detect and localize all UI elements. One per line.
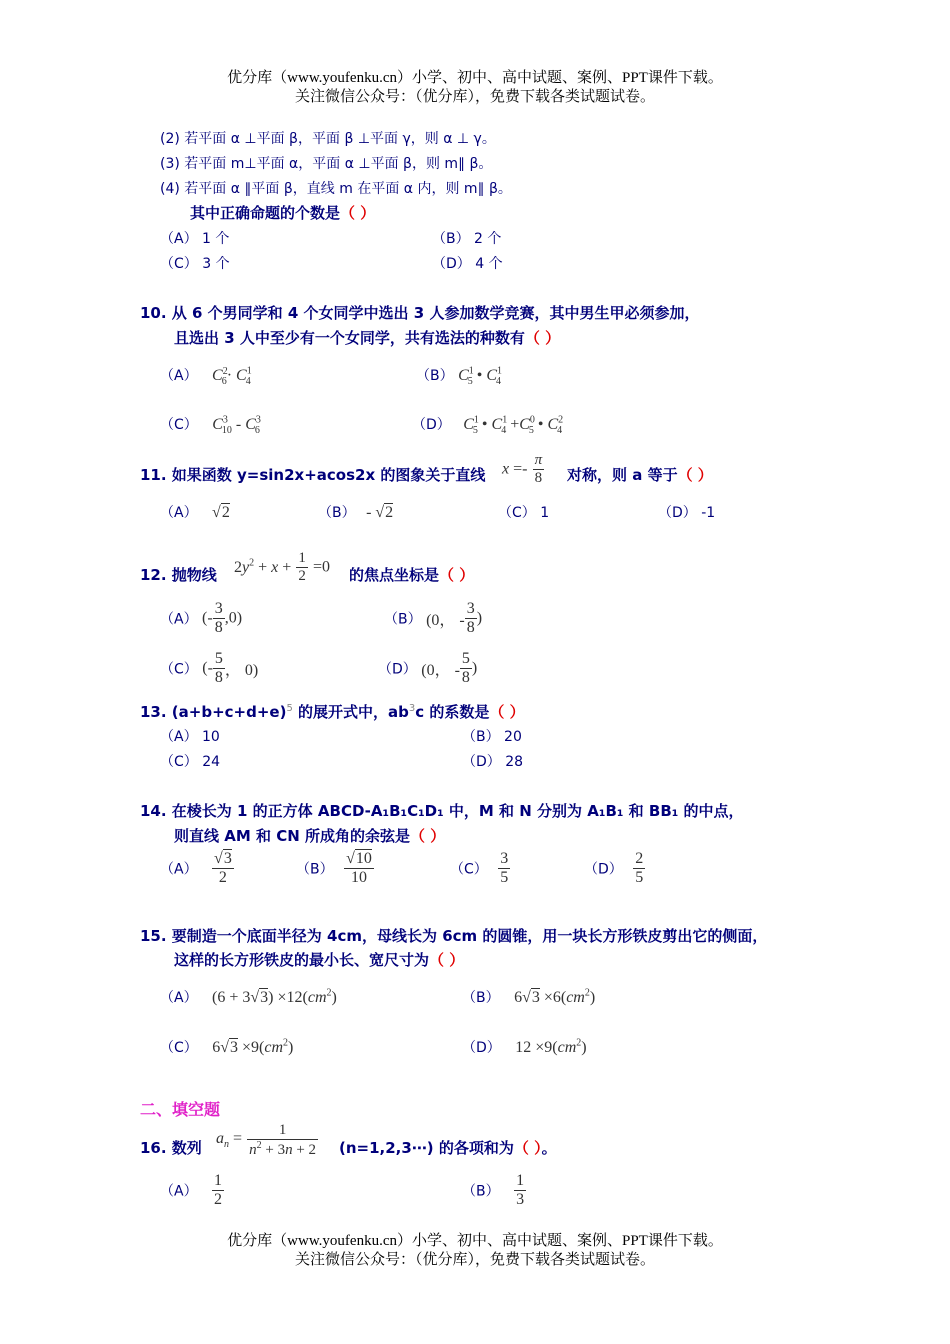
q14-option-c: （C） $\frac{3}{5}$ [450,850,509,886]
q11-option-c: （C） 1 [498,505,550,521]
q14-option-d: （D） $\frac{2}{5}$ [584,850,644,886]
q9-condition-4: (4) 若平面 α ∥平面 β，直线 m 在平面 α 内，则 m∥ β。 [160,181,512,197]
q14-answer-blank[interactable]: （ ） [410,827,446,845]
q13-text: 13. $(a+b+c+d+e)^5$ 的展开式中，$ab^3c$ 的系数是（ ） [140,703,525,721]
q12-parabola-equation: $2y^2 + x$ + $\frac{1}{2}$ =0 [234,550,330,584]
q15-line-1: 15. 要制造一个底面半径为 4cm，母线长为 6cm 的圆锥，用一块长方形铁皮剪出它的侧面， [140,927,768,945]
q9-option-a: （A） 1 个 [160,231,230,247]
footer-line-2: 关注微信公众号：（优分库），免费下载各类试题试卷。 [294,1252,655,1268]
header-line-2: 关注微信公众号：（优分库），免费下载各类试题试卷。 [294,89,655,105]
q10-line-2: 且选出 3 人中至少有一个女同学，共有选法的种数有（ ） [174,329,561,347]
footer-line-1: 优分库（www.youfenku.cn）小学、初中、高中试题、案例、PPT课件下载。 [227,1233,723,1249]
q11-option-b: （B） - √2 [318,504,394,521]
q10-option-d: （D） $C^1_5$ • $C^1_4 +C^0_5$ • $C^2_4$ [412,414,564,437]
q10-option-b: （B） $C^1_5$ • $C^1_4$ [416,365,503,388]
section-title-fill-in: 二、填空题 [140,1100,221,1119]
q9-condition-3: (3) 若平面 m⊥平面 α，平面 α ⊥平面 β，则 m∥ β。 [160,156,493,172]
q9-answer-blank[interactable]: （ ） [340,204,376,222]
q10-option-a: （A） $C^2_6\cdot C^1_4$ [160,365,252,388]
q9-option-d: （D） 4 个 [432,256,503,272]
q16-text: 16. 数列 [140,1139,202,1157]
q11-option-a: （A） √2 [160,504,230,521]
q10-option-c: （C） $C^3_{10} - C^3_6$ [160,414,261,437]
q11-text-2: 对称，则 a 等于（ ） [567,466,713,484]
q12-text-2: 的焦点坐标是（ ） [349,566,475,584]
header-line-1: 优分库（www.youfenku.cn）小学、初中、高中试题、案例、PPT课件下载。 [227,70,723,86]
q14-line-1: 14. 在棱长为 1 的正方体 ABCD-A₁B₁C₁D₁ 中，M 和 N 分别为 A₁B₁ 和 BB₁ 的中点， [140,802,744,820]
q11-line-equation: x =- $\frac{\pi}{8}$ [502,452,543,486]
q12-option-d: （D） (0， - $\frac{5}{8}$ ) [378,650,478,686]
q16-option-b: （B） $\frac{1}{3}$ [462,1172,525,1208]
q12-option-a: （A） (- $\frac{3}{8}$ ,0) [160,600,243,636]
q9-condition-2: (2) 若平面 α ⊥平面 β，平面 β ⊥平面 γ，则 α ⊥ γ。 [160,131,496,147]
q9-stem: 其中正确命题的个数是（ ） [190,204,376,222]
q12-option-b: （B） (0， - $\frac{3}{8}$ ) [384,600,483,636]
q14-line-2: 则直线 AM 和 CN 所成角的余弦是（ ） [174,827,446,845]
q10-line-1: 10. 从 6 个男同学和 4 个女同学中选出 3 人参加数学竞赛，其中男生甲必须参加， [140,304,700,322]
q16-text-2: (n=1,2,3⋯) 的各项和为（ ）。 [339,1139,557,1157]
q16-option-a: （A） $\frac{1}{2}$ [160,1172,223,1208]
q15-answer-blank[interactable]: （ ） [429,951,465,969]
q15-option-d: （D） $12 \times 9(cm^2)$ [462,1037,587,1056]
q13-option-a: （A） 10 [160,729,220,745]
q16-sequence-formula: $a_n$ = $\frac{1}{n^2 + 3n + 2}$ [216,1122,317,1158]
q9-option-b: （B） 2 个 [432,231,502,247]
q13-option-c: （C） 24 [160,754,221,770]
q16-answer-blank[interactable]: （ ） [513,1139,542,1157]
q15-option-c: （C） $6√3 \times 9(cm^2)$ [160,1037,294,1056]
q12-text: 12. 抛物线 [140,566,217,584]
q15-option-a: （A） $(6 + 3√3) \times 12(cm^2)$ [160,987,337,1006]
q12-option-c: （C） (- $\frac{5}{8}$ ， 0) [160,650,259,686]
q13-option-d: （D） 28 [462,754,524,770]
q13-option-b: （B） 20 [462,729,522,745]
q14-option-a: （A） $\frac{√3}{2}$ [160,850,232,886]
q10-answer-blank[interactable]: （ ） [524,329,561,347]
q11-option-d: （D） -1 [658,505,716,521]
q11-answer-blank[interactable]: （ ） [677,466,713,484]
q15-line-2: 这样的长方形铁皮的最小长、宽尺寸为（ ） [174,951,465,969]
q15-option-b: （B） $6√3 \times 6(cm^2)$ [462,987,596,1006]
q12-answer-blank[interactable]: （ ） [439,566,475,584]
q11-text: 11. 如果函数 y=sin2x+acos2x 的图象关于直线 [140,466,486,484]
q13-answer-blank[interactable]: （ ） [489,703,525,721]
q9-option-c: （C） 3 个 [160,256,230,272]
q14-option-b: （B） $\frac{√10}{10}$ [296,850,372,886]
